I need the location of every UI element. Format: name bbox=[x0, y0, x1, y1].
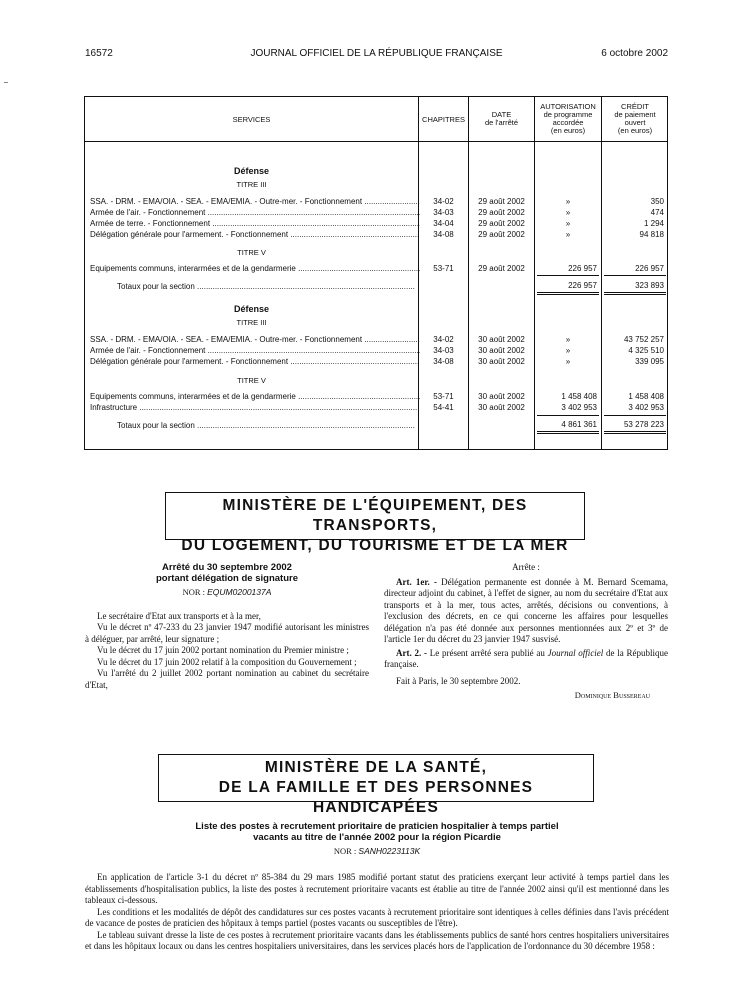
arrete-label: Arrête : bbox=[512, 562, 540, 572]
chapitre-cell: 53-71 bbox=[433, 392, 454, 401]
header-date: DATE de l'arrêté bbox=[484, 110, 519, 127]
autorisation-cell: » bbox=[565, 335, 571, 344]
total-rule bbox=[537, 431, 599, 432]
credit-cell: 3 402 953 bbox=[628, 403, 664, 412]
credits-table bbox=[84, 96, 668, 450]
chapitre-cell: 34-04 bbox=[433, 219, 454, 228]
chapitre-cell: 34-08 bbox=[433, 357, 454, 366]
autorisation-cell: 3 402 953 bbox=[561, 403, 597, 412]
subtotal-rule bbox=[604, 275, 666, 276]
liste-title: Liste des postes à recrutement prioritaire de praticien hospitalier à temps partiel vacants au titre de l'année 2002 pour la région Picardie bbox=[195, 821, 559, 843]
date-cell: 30 août 2002 bbox=[478, 335, 525, 344]
date-cell: 29 août 2002 bbox=[478, 230, 525, 239]
credit-cell: 1 458 408 bbox=[628, 392, 664, 401]
margin-mark bbox=[4, 82, 8, 83]
service-cell: Délégation générale pour l'armement. - Fonctionnement ..... bbox=[90, 230, 420, 240]
total-rule bbox=[604, 292, 666, 293]
header-services: SERVICES bbox=[232, 115, 271, 124]
autorisation-cell: » bbox=[565, 219, 571, 228]
autorisation-cell: » bbox=[565, 230, 571, 239]
service-cell: SSA. - DRM. - EMA/OIA. - SEA. - EMA/EMIA. - Outre-mer. - Fonctionnement ..... bbox=[90, 197, 420, 207]
section-title: Défense bbox=[233, 166, 269, 176]
ministry-heading-sante: MINISTÈRE DE LA SANTÉ, DE LA FAMILLE ET DES PERSONNES HANDICAPÉES bbox=[158, 754, 594, 802]
subtotal-rule bbox=[604, 415, 666, 416]
total-rule bbox=[604, 433, 666, 434]
journal-title: JOURNAL OFFICIEL DE LA RÉPUBLIQUE FRANÇAISE bbox=[250, 48, 503, 59]
total-label: Totaux pour la section ..... bbox=[117, 282, 415, 292]
date-cell: 30 août 2002 bbox=[478, 392, 525, 401]
liste-body bbox=[85, 872, 669, 953]
paragraph: Vu le décret du 17 juin 2002 portant nomination du Premier ministre ; bbox=[97, 645, 349, 655]
paragraph: Le tableau suivant dresse la liste de ces postes à recrutement prioritaire vacants dans les établissements publics de santé hors centres hospitaliers universitaires et dans les hôpitaux locaux ou dans les centres hospitaliers universitaires, dans les services placés hors de l'application de l'ordonnance du 30 décembre 1958 : bbox=[85, 929, 669, 951]
chapitre-cell: 53-71 bbox=[433, 264, 454, 273]
date-cell: 30 août 2002 bbox=[478, 346, 525, 355]
chapitre-cell: 34-02 bbox=[433, 335, 454, 344]
paragraph: Vu le décret nº 47-233 du 23 janvier 1947 modifié autorisant les ministres à déléguer, par arrêté, leur signature ; bbox=[85, 622, 369, 644]
service-cell: Equipements communs, interarmées et de la gendarmerie ..... bbox=[90, 264, 420, 274]
arrete-title: Arrêté du 30 septembre 2002 portant délégation de signature bbox=[156, 562, 298, 584]
page-header bbox=[85, 46, 668, 62]
credit-cell: 226 957 bbox=[635, 264, 664, 273]
titre-label: TITRE V bbox=[237, 248, 266, 257]
paragraph: Vu l'arrêté du 2 juillet 2002 portant nomination au cabinet du secrétaire d'Etat, bbox=[85, 668, 369, 690]
titre-label: TITRE III bbox=[236, 180, 267, 189]
credit-cell: 1 294 bbox=[643, 219, 664, 228]
header-credit: CRÉDIT de paiement ouvert (en euros) bbox=[614, 102, 656, 135]
subtotal-rule bbox=[537, 415, 599, 416]
total-rule bbox=[537, 294, 599, 295]
article-label: Art. 1er. - bbox=[396, 576, 437, 587]
total-rule bbox=[604, 431, 666, 432]
subtotal-rule bbox=[537, 275, 599, 276]
credit-cell: 350 bbox=[650, 197, 664, 206]
service-cell: Délégation générale pour l'armement. - Fonctionnement ..... bbox=[90, 357, 420, 367]
date-cell: 30 août 2002 bbox=[478, 403, 525, 412]
autorisation-cell: 226 957 bbox=[568, 264, 597, 273]
credit-cell: 339 095 bbox=[635, 357, 664, 366]
date-cell: 29 août 2002 bbox=[478, 219, 525, 228]
credit-cell: 4 325 510 bbox=[628, 346, 664, 355]
service-cell: Infrastructure ..... bbox=[90, 403, 420, 413]
total-label: Totaux pour la section ..... bbox=[117, 421, 415, 431]
total-rule bbox=[537, 292, 599, 293]
chapitre-cell: 34-03 bbox=[433, 208, 454, 217]
date-cell: 29 août 2002 bbox=[478, 208, 525, 217]
chapitre-cell: 54-41 bbox=[433, 403, 454, 412]
article-2: Art. 2. - Le présent arrêté sera publié au Journal officiel de la République française. bbox=[384, 647, 669, 669]
service-cell: Armée de terre. - Fonctionnement ..... bbox=[90, 219, 420, 229]
autorisation-cell: » bbox=[565, 197, 571, 206]
credit-cell: 43 752 257 bbox=[623, 335, 664, 344]
service-cell: Armée de l'air. - Fonctionnement ..... bbox=[90, 208, 420, 218]
chapitre-cell: 34-03 bbox=[433, 346, 454, 355]
article-1: Art. 1er. - Délégation permanente est donnée à M. Bernard Scemama, directeur adjoint du cabinet, à l'effet de signer, au nom du secrétaire d'Etat aux transports et à la mer, tous actes, arrêtés, décisions ou conventions, à l'exclusion des décrets, en ce qui concerne les affaires pour lesquelles délégation n'a pas été donnée aux personnes mentionnées aux 2º et 3º de l'article 1er du décret du 23 janvier 1947 susvisé. bbox=[384, 576, 669, 644]
titre-label: TITRE V bbox=[237, 376, 266, 385]
nor-reference: NOR : EQUM0200137A bbox=[182, 587, 272, 597]
credit-cell: 94 818 bbox=[639, 230, 664, 239]
total-credit: 53 278 223 bbox=[623, 420, 664, 429]
service-cell: SSA. - DRM. - EMA/OIA. - SEA. - EMA/EMIA. - Outre-mer. - Fonctionnement ..... bbox=[90, 335, 420, 345]
total-autorisation: 4 861 361 bbox=[561, 420, 597, 429]
total-rule bbox=[537, 433, 599, 434]
date-cell: 29 août 2002 bbox=[478, 264, 525, 273]
ministry-heading-equipement: MINISTÈRE DE L'ÉQUIPEMENT, DES TRANSPORTS, DU LOGEMENT, DU TOURISME ET DE LA MER bbox=[165, 492, 585, 540]
total-rule bbox=[604, 294, 666, 295]
header-autorisation: AUTORISATION de programme accordée (en euros) bbox=[540, 102, 596, 135]
chapitre-cell: 34-08 bbox=[433, 230, 454, 239]
autorisation-cell: » bbox=[565, 357, 571, 366]
autorisation-cell: 1 458 408 bbox=[561, 392, 597, 401]
fait-line: Fait à Paris, le 30 septembre 2002. bbox=[396, 675, 521, 686]
liste-heading bbox=[85, 821, 669, 856]
total-credit: 323 893 bbox=[635, 281, 664, 290]
signature: Dominique Bussereau bbox=[574, 690, 650, 700]
titre-label: TITRE III bbox=[236, 318, 267, 327]
section-title: Défense bbox=[233, 304, 269, 314]
date-cell: 29 août 2002 bbox=[478, 197, 525, 206]
arrete-left-column bbox=[85, 562, 369, 691]
page-number: 16572 bbox=[85, 48, 113, 59]
credit-cell: 474 bbox=[650, 208, 664, 217]
nor-reference: NOR : SANH0223113K bbox=[333, 846, 421, 856]
service-cell: Equipements communs, interarmées et de la gendarmerie ..... bbox=[90, 392, 420, 402]
header-chapitres: CHAPITRES bbox=[422, 115, 465, 124]
paragraph: Les conditions et les modalités de dépôt des candidatures sur ces postes vacants à recrutement prioritaire sont identiques à celles définies dans l'avis précédent de vacance de postes de praticien des hôpitaux à temps partiel (postes vacants ou susceptibles de l'être). bbox=[85, 906, 669, 928]
total-autorisation: 226 957 bbox=[568, 281, 597, 290]
date-cell: 30 août 2002 bbox=[478, 357, 525, 366]
article-label: Art. 2. - bbox=[396, 647, 427, 658]
service-cell: Armée de l'air. - Fonctionnement ..... bbox=[90, 346, 420, 356]
paragraph: Le secrétaire d'Etat aux transports et à la mer, bbox=[97, 610, 261, 621]
header-divider bbox=[85, 141, 667, 142]
autorisation-cell: » bbox=[565, 208, 571, 217]
paragraph: En application de l'article 3-1 du décret nº 85-384 du 29 mars 1985 modifié portant statut des praticiens exerçant leur activité à temps partiel dans les établissements d'hospitalisation publics, la liste des postes à recrutement prioritaire vacants est établie au titre de l'année 2002 ainsi qu'il est mentionné dans les tableaux ci-dessous. bbox=[85, 872, 669, 905]
arrete-right-column bbox=[384, 562, 668, 702]
paragraph: Vu le décret du 17 juin 2002 relatif à la composition du Gouvernement ; bbox=[97, 656, 357, 667]
issue-date: 6 octobre 2002 bbox=[601, 48, 668, 59]
chapitre-cell: 34-02 bbox=[433, 197, 454, 206]
autorisation-cell: » bbox=[565, 346, 571, 355]
